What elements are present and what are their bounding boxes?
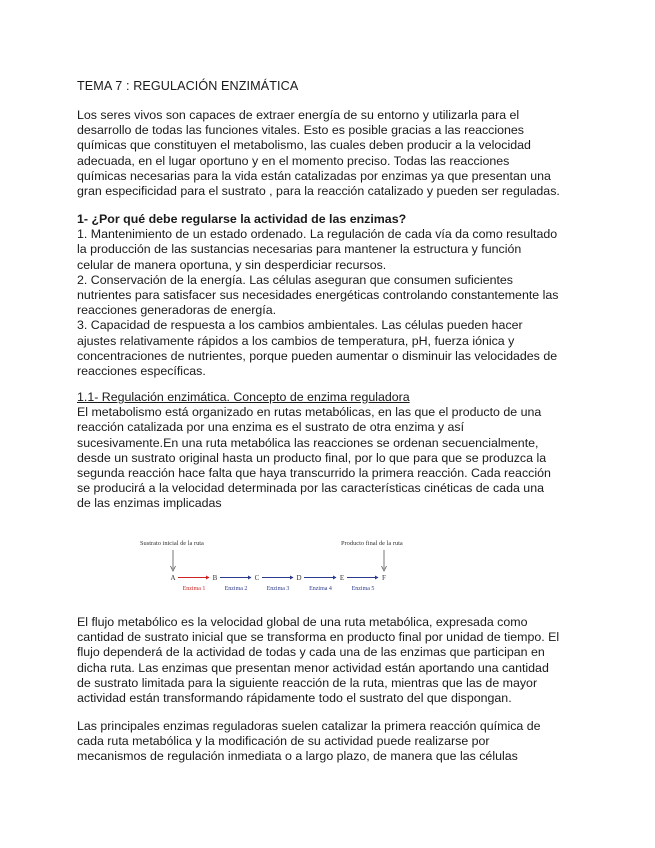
pathway-arrowhead-3	[290, 576, 294, 580]
text-line: 2. Conservación de la energía. Las células aseguran que consumen suficientes	[77, 272, 514, 287]
pathway-arrowhead-1	[206, 576, 210, 580]
text-line: reacciones específicas.	[77, 364, 206, 379]
diagram-start-label: Sustrato inicial de la ruta	[140, 540, 204, 547]
intro-paragraph	[77, 108, 577, 199]
text-line: cantidad de sustrato inicial que se transforma en producto final por unidad de tiempo. El	[77, 630, 560, 645]
enzyme-label-4: Enzima 4	[309, 586, 332, 592]
pathway-node-d: D	[296, 574, 302, 582]
page-title: TEMA 7 : REGULACIÓN ENZIMÁTICA	[77, 79, 299, 93]
text-line: reacciones generadoras de energía.	[77, 303, 277, 318]
text-line: de las enzimas implicadas	[77, 496, 222, 511]
pathway-node-e: E	[339, 574, 345, 582]
metabolic-pathway-diagram	[138, 536, 418, 592]
text-line: Las principales enzimas reguladoras suelen catalizar la primera reacción química de	[77, 719, 541, 733]
text-line: 1. Mantenimiento de un estado ordenado. La regulación de cada vía da como resultado	[77, 227, 558, 242]
enzyme-label-5: Enzima 5	[351, 586, 375, 592]
section-1	[77, 212, 577, 379]
pathway-node-b: B	[212, 574, 218, 582]
text-line: desde un sustrato original hasta un producto final, por lo que para que se produzca la	[77, 450, 547, 465]
regulators-paragraph	[77, 719, 577, 765]
text-line: concentraciones de nutrientes, porque pueden aumentar o disminuir las velocidades de	[77, 348, 558, 363]
pathway-arrowhead-5	[375, 576, 379, 580]
text-line: desarrollo de todas las funciones vitales. Esto es posible gracias a las reacciones	[77, 123, 524, 138]
text-line: se producirá a la velocidad determinada por las características cinéticas de cada una	[77, 481, 544, 496]
enzyme-label-2: Enzima 2	[224, 586, 248, 592]
text-line: mecanismos de regulación inmediata o a largo plazo, de manera que las células	[77, 749, 518, 764]
pathway-node-c: C	[254, 574, 260, 582]
text-line: adecuada, en el lugar oportuno y en el momento preciso. Todas las reacciones	[77, 153, 510, 168]
section-1-heading: 1- ¿Por qué debe regularse la actividad de las enzimas?	[77, 212, 407, 226]
text-line: actividad están transformando rápidamente todo el sustrato del que dispongan.	[77, 691, 512, 706]
text-line: químicas necesarias para la vida están catalizadas por enzimas ya que presentan una	[77, 168, 551, 183]
text-line: segunda reacción hace falta que haya transcurrido la primera reacción. Cada reacción	[77, 466, 551, 481]
text-line: de sustrato limitada para la siguiente reacción de la ruta, mientras que las de mayor	[77, 675, 538, 690]
enzyme-label-1: Enzima 1	[182, 586, 206, 592]
diagram-end-label: Producto final de la ruta	[341, 540, 403, 547]
text-line: El flujo metabólico es la velocidad global de una ruta metabólica, expresada como	[77, 615, 528, 629]
pathway-node-a: A	[170, 574, 176, 582]
text-line: cada ruta metabólica y la modificación de su actividad puede realizarse por	[77, 734, 490, 749]
pathway-node-f: F	[382, 574, 386, 582]
enzyme-label-3: Enzima 3	[266, 586, 290, 592]
text-line: 3. Capacidad de respuesta a los cambios ambientales. Las células pueden hacer	[77, 318, 523, 333]
text-line: gran especificidad para el sustrato , para la reacción catalizado y pueden ser reguladas.	[77, 184, 560, 199]
pathway-arrowhead-2	[248, 576, 252, 580]
text-line: flujo dependerá de la actividad de todas y cada una de las enzimas que participan en	[77, 645, 545, 660]
text-line: ajustes relativamente rápidos a los cambios de temperatura, pH, fuerza iónica y	[77, 333, 515, 348]
text-line: Los seres vivos son capaces de extraer energía de su entorno y utilizarla para el	[77, 108, 520, 122]
text-line: la producción de las sustancias necesarias para mantener la estructura y función	[77, 242, 522, 257]
text-line: El metabolismo está organizado en rutas metabólicas, en las que el producto de una	[77, 405, 542, 420]
section-1-1	[77, 390, 577, 512]
pathway-arrowhead-4	[333, 576, 337, 580]
text-line: sucesivamente.En una ruta metabólica las reacciones se ordenan secuencialmente,	[77, 435, 539, 450]
text-line: dicha ruta. Las enzimas que presentan menor actividad están aportando una cantidad	[77, 660, 549, 675]
text-line: nutrientes para satisfacer sus necesidades energéticas controlando constantemente las	[77, 288, 559, 303]
text-line: reacción catalizada por una enzima es el sustrato de otra enzima y así	[77, 420, 465, 435]
text-line: químicas que constituyen el metabolismo, las cuales deben producir a la velocidad	[77, 138, 531, 153]
text-line: celular de manera oportuna, y sin desperdiciar recursos.	[77, 257, 387, 272]
flux-paragraph	[77, 615, 577, 706]
section-1-1-heading: 1.1- Regulación enzimática. Concepto de enzima reguladora	[77, 390, 410, 404]
